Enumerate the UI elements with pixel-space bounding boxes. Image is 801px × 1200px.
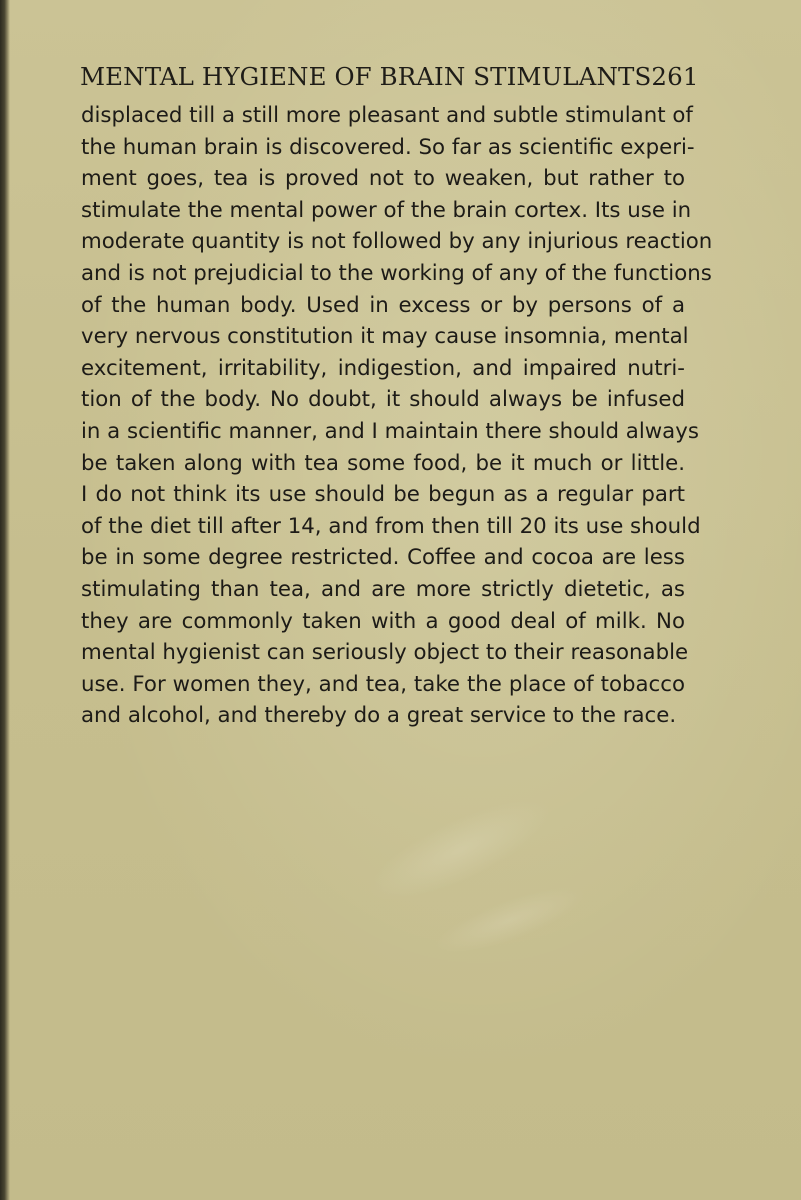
text-line: stimulate the mental power of the brain cortex. Its use in (81, 197, 692, 223)
text-line: mental hygienist can seriously object to their reasonable (81, 640, 689, 666)
text-line: and is not prejudicial to the working of any of the functions (81, 260, 712, 286)
text-line: excitement, irritability, indigestion, and impaired nutri- (81, 355, 685, 381)
running-head (80, 62, 699, 91)
page-spine-shadow (0, 0, 10, 1200)
text-line: of the diet till after 14, and from then till 20 its use should (81, 513, 701, 539)
text-line: moderate quantity is not followed by any injurious reaction (81, 229, 713, 255)
text-line: of the human body. Used in excess or by persons of a (81, 292, 685, 318)
text-line: in a scientific manner, and I maintain there should always (81, 418, 699, 444)
text-line: be taken along with tea some food, be it much or little. (81, 450, 685, 476)
text-line: and alcohol, and thereby do a great service to the race. (81, 703, 677, 729)
text-line: they are commonly taken with a good deal of milk. No (81, 608, 685, 634)
text-line: very nervous constitution it may cause insomnia, mental (81, 324, 689, 350)
text-line: ment goes, tea is proved not to weaken, but rather to (81, 166, 685, 192)
text-line: use. For women they, and tea, take the place of tobacco (81, 671, 685, 697)
running-head-title: MENTAL HYGIENE OF BRAIN STIMULANTS (80, 62, 652, 91)
text-line: I do not think its use should be begun as a regular part (81, 482, 685, 508)
text-line: be in some degree restricted. Coffee and cocoa are less (81, 545, 685, 571)
text-line: tion of the body. No doubt, it should always be infused (81, 387, 685, 413)
text-line: displaced till a still more pleasant and subtle stimulant of (81, 103, 693, 128)
body-paragraph (81, 100, 713, 732)
page-number: 261 (651, 62, 699, 91)
paper-stain (428, 874, 592, 966)
text-line: stimulating than tea, and are more strictly dietetic, as (81, 576, 685, 602)
text-line: the human brain is discovered. So far as scientific experi- (81, 134, 695, 160)
paper-stain (357, 781, 564, 920)
